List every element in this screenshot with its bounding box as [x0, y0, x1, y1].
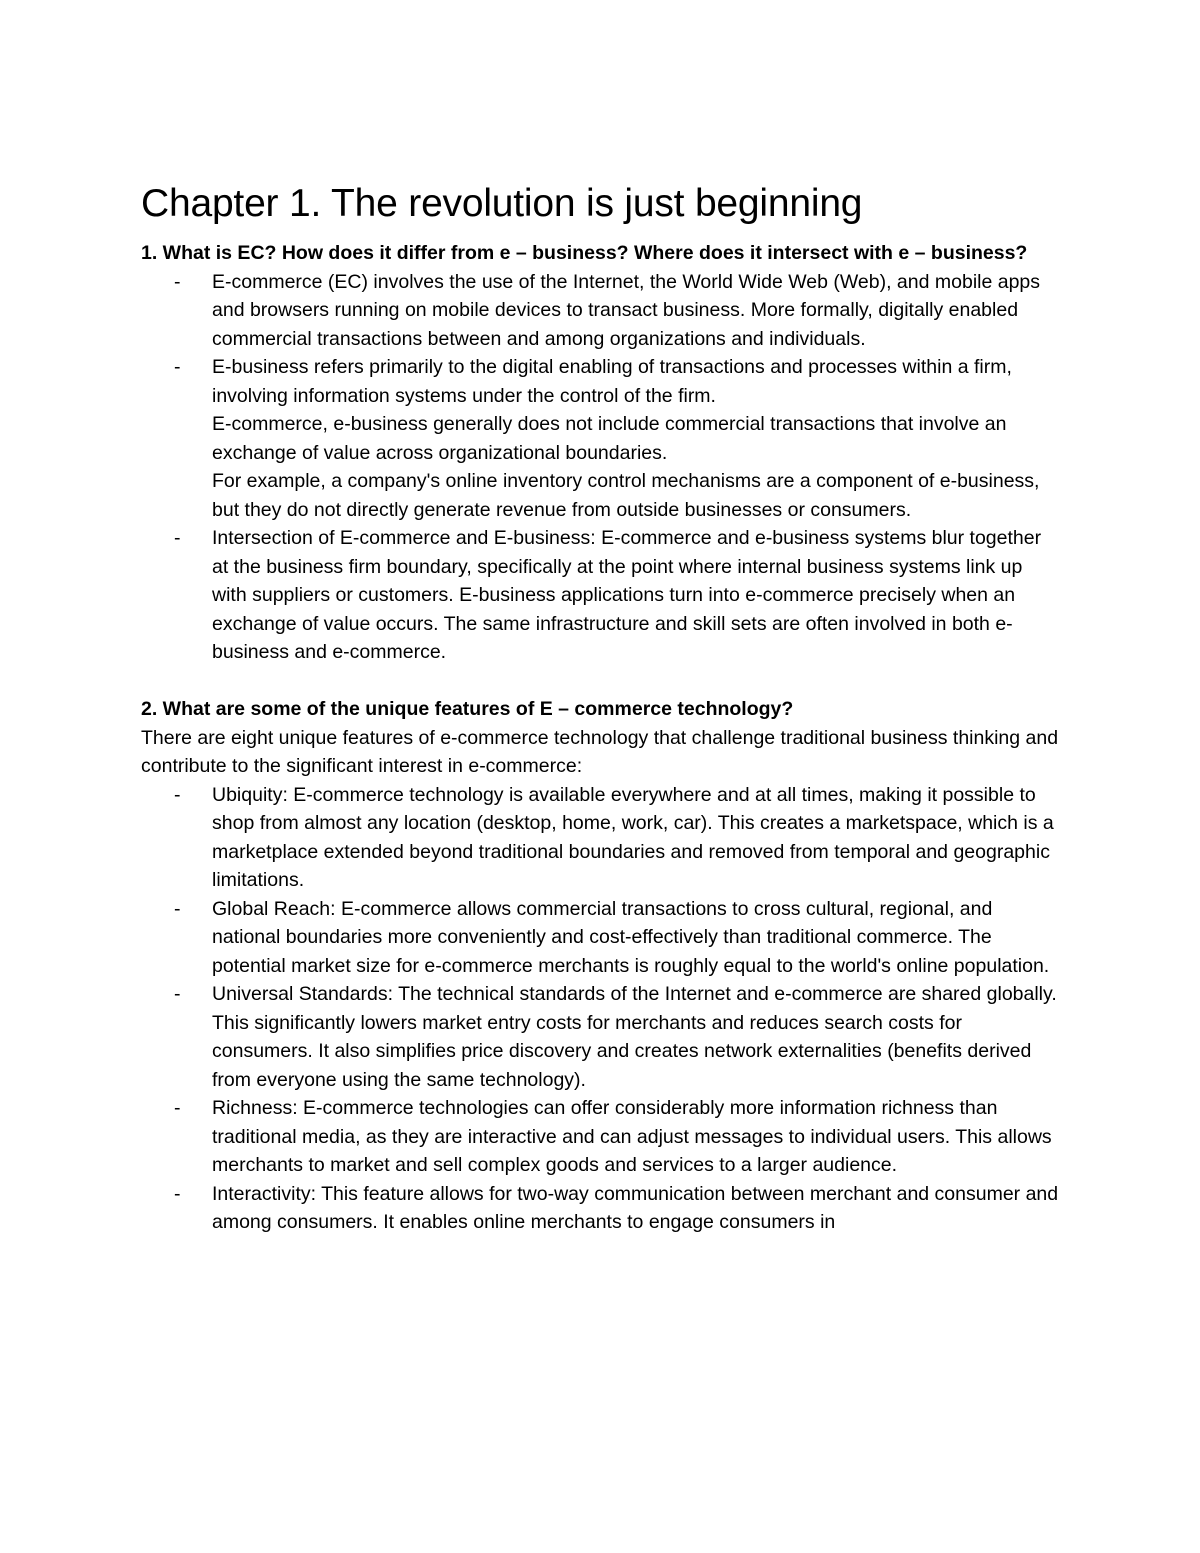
dash-bullet: -: [174, 1182, 181, 1205]
list-item: [141, 268, 1061, 354]
list-item: [141, 895, 1061, 981]
dash-bullet: -: [174, 783, 181, 806]
dash-bullet: -: [174, 897, 181, 920]
chapter-title: Chapter 1. The revolution is just beginning: [141, 182, 863, 225]
list-item: [141, 1094, 1061, 1180]
list-item-text: For example, a company's online inventory control mechanisms are a component of e-business, but they do not directly generate revenue from outside businesses or consumers.: [212, 470, 1040, 521]
list-item: [141, 353, 1061, 524]
question-2-heading: 2. What are some of the unique features of E – commerce technology?: [141, 698, 794, 720]
list-item-text: E-commerce (EC) involves the use of the Internet, the World Wide Web (Web), and mobile apps and browsers running on mobile devices to transact business. More formally, digitally enabled commercial transactions between and among organizations and individuals.: [212, 270, 1041, 350]
list-item-text: Universal Standards: The technical standards of the Internet and e-commerce are shared globally. This significantly lowers market entry costs for merchants and reduces search costs for consumers. It also simplifies price discovery and creates network externalities (benefits derived from everyone using the same technology).: [212, 983, 1057, 1091]
question-1-list: [141, 268, 1061, 667]
question-2-section: [141, 695, 1061, 1237]
dash-bullet: -: [174, 983, 181, 1005]
list-item-text: E-commerce, e-business generally does not include commercial transactions that involve an exchange of value across organizational boundaries.: [212, 413, 1007, 464]
list-item-text: Ubiquity: E-commerce technology is available everywhere and at all times, making it possible to shop from almost any location (desktop, home, work, car). This creates a marketspace, which is a marketplace extended beyond traditional boundaries and removed from temporal and geographic limitations.: [212, 783, 1054, 891]
list-item-text: Global Reach: E-commerce allows commercial transactions to cross cultural, regional, and national boundaries more conveniently and cost-effectively than traditional commerce. The potential market size for e-commerce merchants is roughly equal to the world's online population.: [212, 897, 1050, 977]
question-1-heading: 1. What is EC? How does it differ from e – business? Where does it intersect with e – business?: [141, 242, 1028, 264]
dash-bullet: -: [174, 1097, 181, 1119]
section-spacer: [141, 667, 1061, 696]
document-page: [141, 178, 1061, 1237]
question-2-list: [141, 781, 1061, 1237]
list-item: [141, 980, 1061, 1094]
dash-bullet: -: [174, 356, 181, 378]
dash-bullet: -: [174, 527, 181, 549]
question-2-intro: There are eight unique features of e-commerce technology that challenge traditional business thinking and contribute to the significant interest in e-commerce:: [141, 726, 1059, 777]
list-item-text: E-business refers primarily to the digital enabling of transactions and processes within a firm, involving information systems under the control of the firm.: [212, 356, 1012, 407]
question-1-section: [141, 239, 1061, 667]
list-item: [141, 1180, 1061, 1237]
dash-bullet: -: [174, 270, 181, 293]
list-item-text: Intersection of E-commerce and E-business: E-commerce and e-business systems blur together at the business firm boundary, specifically at the point where internal business systems link up with suppliers or customers. E-business applications turn into e-commerce precisely when an exchange of value occurs. The same infrastructure and skill sets are often involved in both e-business and e-commerce.: [212, 527, 1042, 663]
list-item-text: Interactivity: This feature allows for two-way communication between merchant and consumer and among consumers. It enables online merchants to engage consumers in: [212, 1182, 1059, 1233]
list-item-text: Richness: E-commerce technologies can offer considerably more information richness than traditional media, as they are interactive and can adjust messages to individual users. This allows merchants to market and sell complex goods and services to a larger audience.: [212, 1097, 1052, 1176]
list-item: [141, 524, 1061, 667]
list-item: [141, 781, 1061, 895]
